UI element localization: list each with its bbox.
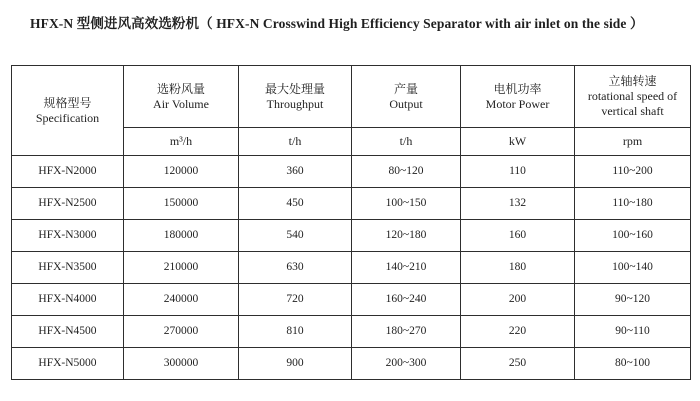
- header-row-labels: [12, 66, 691, 128]
- value-cell: 90~110: [575, 316, 691, 348]
- value-cell: 120~180: [352, 220, 461, 252]
- table-header: [12, 66, 691, 156]
- value-cell: 110~180: [575, 188, 691, 220]
- table-row: [12, 156, 691, 188]
- value-cell: 160: [461, 220, 575, 252]
- table-row: [12, 188, 691, 220]
- col-header-zh: 最大处理量: [264, 81, 325, 96]
- value-cell: 100~140: [575, 252, 691, 284]
- value-cell: 270000: [124, 316, 239, 348]
- value-cell: 720: [239, 284, 352, 316]
- model-cell: HFX-N5000: [12, 348, 124, 380]
- value-cell: 540: [239, 220, 352, 252]
- table-body: [12, 156, 691, 380]
- model-cell: HFX-N3500: [12, 252, 124, 284]
- value-cell: 150000: [124, 188, 239, 220]
- table-row: [12, 348, 691, 380]
- value-cell: 120000: [124, 156, 239, 188]
- model-cell: HFX-N2000: [12, 156, 124, 188]
- unit-cell-output: t/h: [352, 128, 461, 156]
- col-header-zh: 立轴转速: [608, 74, 657, 88]
- value-cell: 200~300: [352, 348, 461, 380]
- value-cell: 132: [461, 188, 575, 220]
- value-cell: 200: [461, 284, 575, 316]
- value-cell: 90~120: [575, 284, 691, 316]
- value-cell: 900: [239, 348, 352, 380]
- model-cell: HFX-N2500: [12, 188, 124, 220]
- table-row: [12, 316, 691, 348]
- value-cell: 630: [239, 252, 352, 284]
- value-cell: 100~150: [352, 188, 461, 220]
- value-cell: 80~120: [352, 156, 461, 188]
- col-header-en: rotational speed of vertical shaft: [587, 89, 678, 118]
- value-cell: 450: [239, 188, 352, 220]
- value-cell: 300000: [124, 348, 239, 380]
- value-cell: 220: [461, 316, 575, 348]
- col-header-en: Throughput: [266, 96, 324, 111]
- value-cell: 180~270: [352, 316, 461, 348]
- unit-cell-motor-power: kW: [461, 128, 575, 156]
- value-cell: 160~240: [352, 284, 461, 316]
- col-header-en: Motor Power: [485, 96, 550, 111]
- unit-cell-throughput: t/h: [239, 128, 352, 156]
- value-cell: 250: [461, 348, 575, 380]
- unit-cell-air-volume: m³/h: [124, 128, 239, 156]
- table-row: [12, 252, 691, 284]
- col-header-vertical-shaft-speed: [575, 66, 691, 128]
- value-cell: 210000: [124, 252, 239, 284]
- col-header-zh: 电机功率: [493, 81, 542, 96]
- col-header-zh: 选粉风量: [156, 81, 205, 96]
- value-cell: 110: [461, 156, 575, 188]
- col-header-en: Output: [389, 96, 423, 111]
- model-cell: HFX-N4500: [12, 316, 124, 348]
- value-cell: 80~100: [575, 348, 691, 380]
- col-header-throughput: [239, 66, 352, 128]
- col-header-specification: [12, 66, 124, 156]
- specification-table: [11, 65, 691, 380]
- value-cell: 360: [239, 156, 352, 188]
- value-cell: 100~160: [575, 220, 691, 252]
- model-cell: HFX-N3000: [12, 220, 124, 252]
- value-cell: 180000: [124, 220, 239, 252]
- col-header-motor-power: [461, 66, 575, 128]
- col-header-output: [352, 66, 461, 128]
- value-cell: 110~200: [575, 156, 691, 188]
- value-cell: 810: [239, 316, 352, 348]
- page-title: HFX-N 型侧进风高效选粉机（ HFX-N Crosswind High Efficiency Separator with air inlet on the side ）: [30, 16, 644, 31]
- value-cell: 240000: [124, 284, 239, 316]
- table-row: [12, 220, 691, 252]
- col-header-zh: 产量: [393, 81, 418, 96]
- value-cell: 180: [461, 252, 575, 284]
- table-row: [12, 284, 691, 316]
- value-cell: 140~210: [352, 252, 461, 284]
- col-header-en: Specification: [35, 110, 100, 125]
- col-header-zh: 规格型号: [43, 95, 92, 110]
- model-cell: HFX-N4000: [12, 284, 124, 316]
- col-header-air-volume: [124, 66, 239, 128]
- unit-cell-shaft-speed: rpm: [575, 128, 691, 156]
- col-header-en: Air Volume: [153, 96, 209, 111]
